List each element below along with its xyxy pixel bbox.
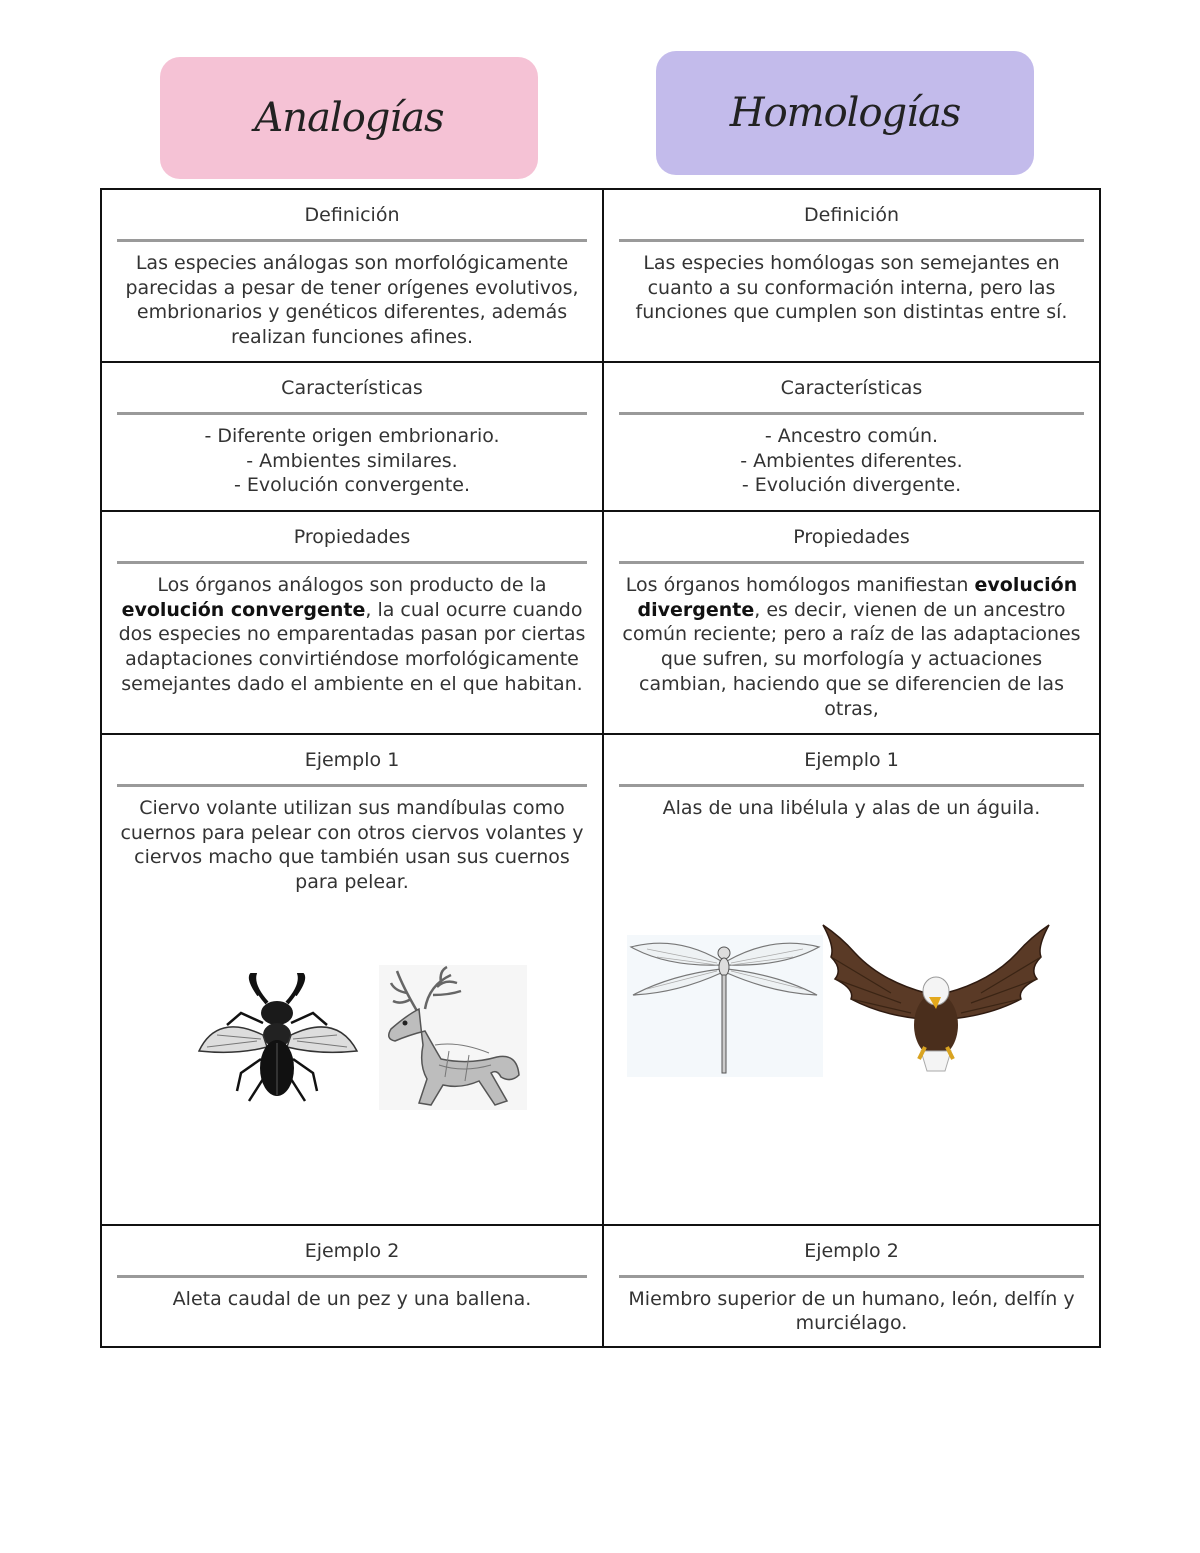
row-caracteristicas xyxy=(101,362,1100,511)
cell-heading: Características xyxy=(117,363,587,415)
text-part: Los órganos homólogos manifiestan xyxy=(625,574,975,596)
cell-text xyxy=(619,564,1084,729)
example-images xyxy=(117,903,587,1223)
cell-heading: Propiedades xyxy=(619,512,1084,564)
row-propiedades xyxy=(101,511,1100,734)
cell-list xyxy=(619,415,1084,506)
example-images xyxy=(619,829,1084,1224)
list-item: - Evolución convergente. xyxy=(233,474,470,497)
cell-heading: Características xyxy=(619,363,1084,415)
eagle-illustration xyxy=(821,923,1051,1073)
cell-propiedades-homologias xyxy=(603,511,1100,734)
cell-heading: Ejemplo 1 xyxy=(117,735,587,787)
cell-text: Las especies homólogas son semejantes en cuanto a su conformación interna, pero las funciones que cumplen son distintas entre sí. xyxy=(635,252,1068,324)
row-ejemplo-1 xyxy=(101,734,1100,1225)
text-part: Los órganos análogos son producto de la xyxy=(157,574,547,596)
list-item: - Ambientes similares. xyxy=(246,449,458,472)
cell-ejemplo1-homologias xyxy=(603,734,1100,1225)
cell-heading: Propiedades xyxy=(117,512,587,564)
cell-heading: Definición xyxy=(117,190,587,242)
cell-ejemplo2-homologias xyxy=(603,1225,1100,1347)
header-analogias-title: Analogías xyxy=(254,95,444,141)
header-analogias xyxy=(160,57,538,179)
row-definicion xyxy=(101,189,1100,362)
cell-ejemplo2-analogias xyxy=(101,1225,603,1347)
cell-ejemplo1-analogias xyxy=(101,734,603,1225)
bold-term: evolución divergente xyxy=(637,574,1078,621)
comparison-table xyxy=(100,188,1101,1348)
header-homologias-title: Homologías xyxy=(729,90,961,136)
list-item: - Diferente origen embrionario. xyxy=(204,425,500,447)
cell-caracteristicas-homologias xyxy=(603,362,1100,511)
row-ejemplo-2 xyxy=(101,1225,1100,1347)
text-part: , la cual ocurre cuando dos especies no emparentadas pasan por ciertas adaptaciones convirtiéndose morfológicamente semejantes dado el ambiente en el que habitan. xyxy=(118,598,586,695)
dragonfly-illustration xyxy=(627,935,823,1077)
cell-heading: Ejemplo 2 xyxy=(117,1226,587,1278)
list-item: - Ambientes diferentes. xyxy=(740,449,963,472)
cell-text xyxy=(117,564,587,705)
cell-propiedades-analogias xyxy=(101,511,603,734)
cell-heading: Ejemplo 1 xyxy=(619,735,1084,787)
cell-heading: Ejemplo 2 xyxy=(619,1226,1084,1278)
cell-text: Ciervo volante utilizan sus mandíbulas como cuernos para pelear con otros ciervos volantes y ciervos macho que también usan sus cuernos para pelear. xyxy=(120,797,584,894)
list-item: - Evolución divergente. xyxy=(741,474,962,497)
cell-heading: Definición xyxy=(619,190,1084,242)
bold-term: evolución convergente xyxy=(121,598,366,621)
cell-list xyxy=(117,415,587,506)
list-item: - Ancestro común. xyxy=(764,425,939,447)
cell-text: Alas de una libélula y alas de un águila. xyxy=(662,797,1041,819)
header-homologias xyxy=(656,51,1034,175)
cell-text: Las especies análogas son morfológicamente parecidas a pesar de tener orígenes evolutivos, embrionarios y genéticos diferentes, además realizan funciones afines. xyxy=(125,252,579,349)
cell-definicion-analogias xyxy=(101,189,603,362)
cell-caracteristicas-analogias xyxy=(101,362,603,511)
cell-text: Aleta caudal de un pez y una ballena. xyxy=(172,1287,532,1310)
cell-text: Miembro superior de un humano, león, delfín y murciélago. xyxy=(628,1287,1075,1335)
text-part: , es decir, vienen de un ancestro común reciente; pero a raíz de las adaptaciones que sufren, su morfología y actuaciones cambian, haciendo que se diferencien de las otras, xyxy=(622,598,1081,720)
stag-beetle-illustration xyxy=(197,973,359,1108)
cell-definicion-homologias xyxy=(603,189,1100,362)
deer-illustration xyxy=(379,965,527,1110)
